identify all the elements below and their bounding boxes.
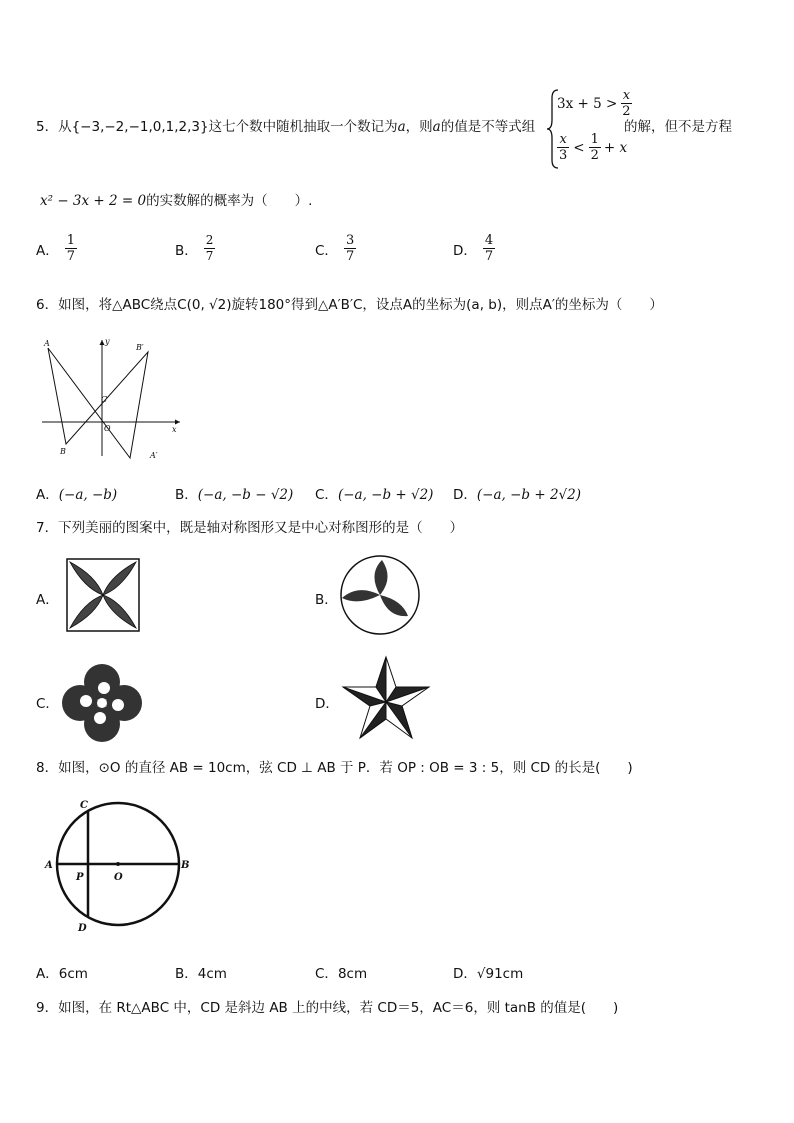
q5-option-d[interactable]: D． $\frac{4}{7}$ bbox=[453, 233, 494, 264]
q7-option-a-pattern[interactable] bbox=[66, 558, 140, 632]
q5-inequality-2: $\frac{x}{3}$ < $\frac{1}{2}$ + x bbox=[559, 132, 628, 163]
q5-text4: 的解，但不是方程 bbox=[624, 119, 732, 135]
q7-option-a-label[interactable]: A． bbox=[36, 592, 59, 608]
q6-label-b: B bbox=[60, 447, 66, 456]
q7-option-c-label[interactable]: C． bbox=[36, 696, 59, 712]
q8-stem: 8．如图，⊙O 的直径 AB = 10cm，弦 CD ⊥ AB 于 P．若 OP : OB = 3 : 5，则 CD 的长是( ) bbox=[36, 760, 633, 776]
q5-ineq2-frac2: $\frac{1}{2}$ bbox=[590, 132, 599, 163]
q7-option-b-label[interactable]: B． bbox=[315, 592, 338, 608]
q8-option-b[interactable]: B．4cm bbox=[175, 966, 227, 982]
q6-label-c: C bbox=[101, 395, 108, 404]
q6-option-b[interactable]: B．(−a, −b − √2) bbox=[175, 487, 294, 503]
q5-text1: 从{−3,−2,−1,0,1,2,3}这七个数中随机抽取一个数记为 bbox=[58, 119, 398, 135]
q8-option-d[interactable]: D．√91cm bbox=[453, 966, 524, 982]
q5-ineq2-frac1: $\frac{x}{3}$ bbox=[559, 132, 568, 163]
q6-label-b-prime: B′ bbox=[136, 343, 144, 352]
q8-label-a: A bbox=[45, 860, 53, 871]
q5-inequality-1: 3x + 5 > $\frac{x}{2}$ bbox=[557, 88, 631, 119]
q7-option-d-label[interactable]: D． bbox=[315, 696, 339, 712]
q6-stem: 6．如图，将△ABC绕点C(0, √2)旋转180°得到△A′B′C，设点A的坐标为(a, b)，则点A′的坐标为（ ） bbox=[36, 297, 663, 313]
q8-option-c[interactable]: C．8cm bbox=[315, 966, 368, 982]
q5-text5: 的实数解的概率为（ ）. bbox=[146, 193, 313, 209]
q5-option-b[interactable]: B． $\frac{2}{7}$ bbox=[175, 233, 214, 263]
q6-option-a[interactable]: A．(−a, −b) bbox=[36, 487, 118, 503]
q8-figure bbox=[40, 794, 196, 934]
q8-label-d: D bbox=[78, 923, 87, 934]
q6-label-y: y bbox=[105, 337, 110, 346]
q6-option-d[interactable]: D．(−a, −b + 2√2) bbox=[453, 487, 582, 503]
q5-var-a: a bbox=[397, 119, 406, 135]
q6-triangle-lines bbox=[48, 348, 148, 458]
q6-option-c[interactable]: C．(−a, −b + √2) bbox=[315, 487, 434, 503]
q5-text2: ，则 bbox=[405, 119, 433, 135]
q5-equation: x² − 3x + 2 = 0 bbox=[40, 193, 147, 209]
q6-label-a-prime: A′ bbox=[150, 451, 158, 460]
q5-ineq1-frac: $\frac{x}{2}$ bbox=[622, 88, 631, 119]
q7-option-b-pattern[interactable] bbox=[338, 554, 422, 636]
q5-option-a[interactable]: A． $\frac{1}{7}$ bbox=[36, 233, 76, 264]
q5-number: 5． bbox=[36, 119, 59, 135]
q6-label-o: O bbox=[104, 424, 111, 433]
q8-option-a[interactable]: A．6cm bbox=[36, 966, 88, 982]
q8-label-b: B bbox=[181, 860, 190, 871]
q7-option-c-pattern[interactable] bbox=[60, 662, 144, 744]
q6-figure bbox=[38, 336, 188, 464]
q5-option-c[interactable]: C． $\frac{3}{7}$ bbox=[315, 233, 355, 264]
q8-label-c: C bbox=[80, 800, 88, 811]
q5-line1 bbox=[36, 118, 535, 136]
q8-label-o: O bbox=[114, 872, 123, 883]
q7-option-d-pattern[interactable] bbox=[340, 654, 432, 744]
q7-stem: 7．下列美丽的图案中，既是轴对称图形又是中心对称图形的是（ ） bbox=[36, 520, 464, 536]
q8-label-p: P bbox=[76, 872, 84, 883]
q5-var-a2: a bbox=[432, 119, 441, 135]
q9-stem: 9．如图，在 Rt△ABC 中，CD 是斜边 AB 上的中线，若 CD＝5，AC＝6，则 tanB 的值是( ) bbox=[36, 1000, 619, 1016]
q5-text3: 的值是不等式组 bbox=[440, 119, 536, 135]
q5-line2 bbox=[40, 192, 312, 210]
q6-label-a: A bbox=[44, 339, 50, 348]
q6-label-x: x bbox=[172, 425, 177, 434]
